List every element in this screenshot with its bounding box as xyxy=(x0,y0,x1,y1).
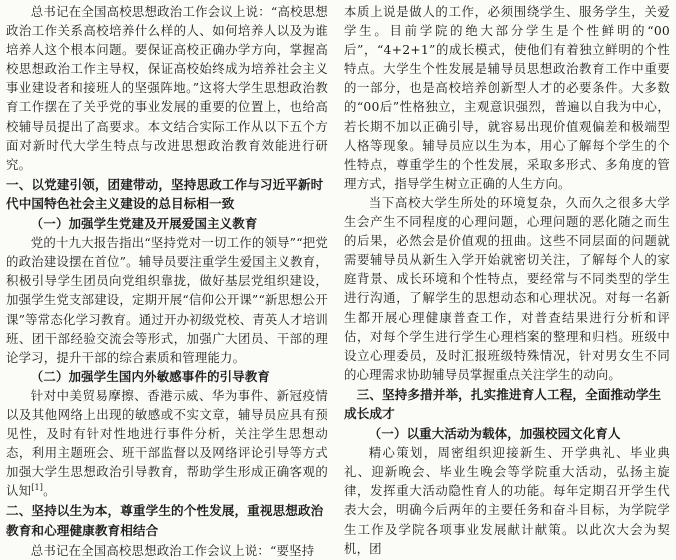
subsection-1-1-paragraph: 党的十九大报告指出“坚持党对一切工作的领导”“把党的政治建设摆在首位”。辅导员要注重学生爱国主义教育，积极引导学生团员向党组织靠拢，做好基层党组织建设，加强学生党支部建设，定期开展“信仰公开课”“新思想公开课”等常态化学习教育。通过开办初级党校、青英人才培训班、团干部经验交流会等形式，加强广大团员、干部的理论学习，提升干部的综合素质和管理能力。 xyxy=(6,235,328,365)
section-2-paragraph-start: 总书记在全国高校思想政治工作会议上说：“要坚持 xyxy=(30,542,315,558)
subsection-1-2-paragraph xyxy=(6,386,328,501)
section-2-paragraph-continued: 本质上说是做人的工作，必须围绕学生、服务学生，关爱学生。目前学院的绝大部分学生是个性鲜明的“00后”，“4+2+1”的成长模式，使他们有着独立鲜明的个性特点。大学生个性发展是辅导员思想政治教育工作中重要的一部分，也是高校培养创新型人才的必要条件。大多数的“00后”性格独立，主观意识强烈，普遍以自我为中心，若长期不加以正确引导，就容易出现价值观偏差和极端型人格等现象。辅导员应以生为本，用心了解每个学生的个性特点，尊重学生的个性发展，采取多形式、多角度的管理方式，指导学生树立正确的人生方向。 xyxy=(344,4,670,191)
subsection-1-2-end: 。 xyxy=(43,483,56,499)
subsection-1-1-heading: （一）加强学生党建及开展爱国主义教育 xyxy=(30,216,258,232)
subsection-1-2-heading: （二）加强学生国内外敏感事件的引导教育 xyxy=(30,368,271,384)
section-2-paragraph-2: 当下高校大学生所处的环境复杂，久而久之很多大学生会产生不同程度的心理问题，心理问题的恶化随之而生的后果，必然会是价值观的扭曲。这些不同层面的问题就需要辅导员从新生入学开始就密切关注，了解每个人的家庭背景、成长环境和个性特点，要经常与不同类型的学生进行沟通，了解学生的思想动态和心理状况。对每一名新生都开展心理健康普查工作，对普查结果进行分析和评估，对每个学生进行学生心理档案的整理和归档。班级中设立心理委员，及时汇报班级特殊情况，针对男女生不同的心理需求协助辅导员掌握重点关注学生的动向。 xyxy=(344,194,670,382)
left-column xyxy=(6,2,328,560)
subsection-3-1-paragraph: 精心策划，周密组织迎接新生、开学典礼、毕业典礼、迎新晚会、毕业生晚会等学院重大活动，弘扬主旋律，发挥重大活动隐性育人的功能。每年定期召开学生代表大会，明确今后两年的主要任务和奋斗目标，为学院学生工作及学院各项事业发展献计献策。以此次大会为契机，团 xyxy=(344,445,670,556)
section-3-heading: 三、坚持多措并举，扎实推进育人工程，全面推动学生成长成才 xyxy=(344,386,662,421)
section-2-heading: 二、坚持以生为本，尊重学生的个性发展，重视思想政治教育和心理健康教育相结合 xyxy=(6,503,324,538)
right-column xyxy=(344,2,670,558)
section-1-heading: 一、以党建引领，团建带动，坚持思政工作与习近平新时代中国特色社会主义建设的总目标相一致 xyxy=(6,176,324,211)
citation-ref[interactable]: [1] xyxy=(31,483,44,493)
subsection-3-1-heading: （一）以重大活动为载体，加强校园文化育人 xyxy=(368,426,621,442)
subsection-1-2-text: 针对中美贸易摩擦、香港示威、华为事件、新冠疫情以及其他网络上出现的敏感或不实文章，辅导员应具有预见性，及时有针对性地进行事件分析，关注学生思想动态，利用主题班会、班干部监督以及网络评论引导等方式加强大学生思想政治引导教育，帮助学生形成正确客观的认知 xyxy=(6,387,328,499)
intro-paragraph: 总书记在全国高校思想政治工作会议上说：“高校思想政治工作关系高校培养什么样的人、如何培养人以及为谁培养人这个根本问题。要保证高校正确办学方向，掌握高校思想政治工作主导权，保证高校始终成为培养社会主义事业建设者和接班人的坚强阵地。”这将大学生思想政治教育工作摆在了关乎党的事业发展的重要的位置上，也给高校辅导员提出了高要求。本文结合实际工作从以下五个方面对新时代大学生特点与改进思想政治教育效能进行研究。 xyxy=(6,4,328,172)
